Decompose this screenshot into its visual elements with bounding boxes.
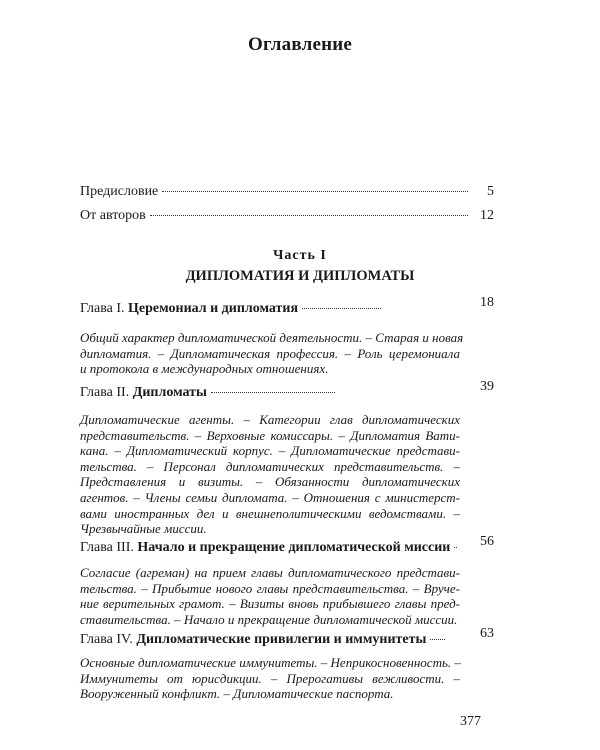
description-line: тельства. – Прибытие нового главы представительства. – Вруче- xyxy=(80,580,460,596)
leader-dots xyxy=(211,392,336,393)
chapter-page: 18 xyxy=(480,295,495,310)
chapter-title: Дипломатические привилегии и иммунитеты xyxy=(136,632,427,647)
toc-entry-label: Предисловие xyxy=(80,184,159,199)
toc-entry-from-authors[interactable] xyxy=(80,208,494,228)
chapter-prefix: Глава III. xyxy=(80,540,138,555)
description-line: Иммунитеты от юрисдикции. – Прерогативы вежливости. – xyxy=(80,670,460,686)
chapter-2-heading[interactable] xyxy=(80,379,494,405)
leader-dots xyxy=(162,191,468,192)
chapter-1-description xyxy=(80,330,464,377)
chapter-2-description xyxy=(80,412,460,537)
description-line: агентов. – Члены семьи дипломата. – Отношения с министерст- xyxy=(80,489,460,505)
chapter-prefix: Глава II. xyxy=(80,385,133,400)
chapter-page: 39 xyxy=(480,379,494,394)
toc-entry-preface[interactable] xyxy=(80,184,494,204)
chapter-prefix: Глава IV. xyxy=(80,632,137,647)
description-line: Согласие (агреман) на прием главы дипломатического представи- xyxy=(80,565,460,580)
description-line: дипломатия. – Дипломатическая профессия. – Роль церемониала xyxy=(80,345,460,361)
description-line: ние верительных грамот. – Визиты вновь прибывшего главы пред- xyxy=(80,596,460,612)
chapter-3-heading[interactable] xyxy=(80,534,494,560)
description-line: Основные дипломатические иммунитеты. – Неприкосновенность. – xyxy=(80,655,461,670)
description-line: представительств. – Верховные комиссары. – Дипломатия Вати- xyxy=(80,427,460,443)
description-line: Общий характер дипломатической деятельности. – Старая и новая xyxy=(80,330,464,345)
toc-entry-page: 12 xyxy=(480,208,494,223)
description-line: Дипломатические агенты. – Категории глав дипломатических xyxy=(80,412,460,427)
chapter-title: Церемониал и дипломатия xyxy=(128,301,299,316)
description-line: вами иностранных дел и внешнеполитическими ведомствами. – xyxy=(80,505,460,521)
toc-entry-page: 5 xyxy=(487,184,494,199)
leader-dots xyxy=(302,308,381,309)
chapter-page: 63 xyxy=(480,626,495,641)
description-line: и протокола в международных отношениях. xyxy=(80,361,329,377)
part-title: ДИПЛОМАТИЯ И ДИПЛОМАТЫ xyxy=(185,268,415,284)
description-line: Чрезвычайные миссии. xyxy=(80,521,207,537)
toc-entry-label: От авторов xyxy=(80,208,146,223)
leader-dots xyxy=(454,547,457,548)
chapter-title: Дипломаты xyxy=(132,385,207,400)
leader-dots xyxy=(150,215,468,216)
part-label: Часть I xyxy=(273,248,327,263)
description-line: Представления и визиты. – Обязанности дипломатических xyxy=(80,474,460,490)
chapter-1-heading[interactable] xyxy=(80,295,495,321)
chapter-title: Начало и прекращение дипломатической миссии xyxy=(137,540,451,555)
chapter-page: 56 xyxy=(480,534,494,549)
leader-dots xyxy=(430,639,445,640)
description-line: тельства. – Персонал дипломатических представительств. – xyxy=(80,458,460,474)
chapter-prefix: Глава I. xyxy=(80,301,129,316)
chapter-3-description xyxy=(80,565,460,627)
chapter-4-description xyxy=(80,655,460,702)
chapter-4-heading[interactable] xyxy=(80,626,495,652)
page-title: Оглавление xyxy=(247,34,353,55)
description-line: ставительства. – Начало и прекращение дипломатической миссии. xyxy=(80,611,458,627)
page-number: 377 xyxy=(460,714,481,729)
description-line: кана. – Дипломатический корпус. – Дипломатические представи- xyxy=(80,443,460,459)
description-line: Вооруженный конфликт. – Дипломатические паспорта. xyxy=(80,686,394,702)
